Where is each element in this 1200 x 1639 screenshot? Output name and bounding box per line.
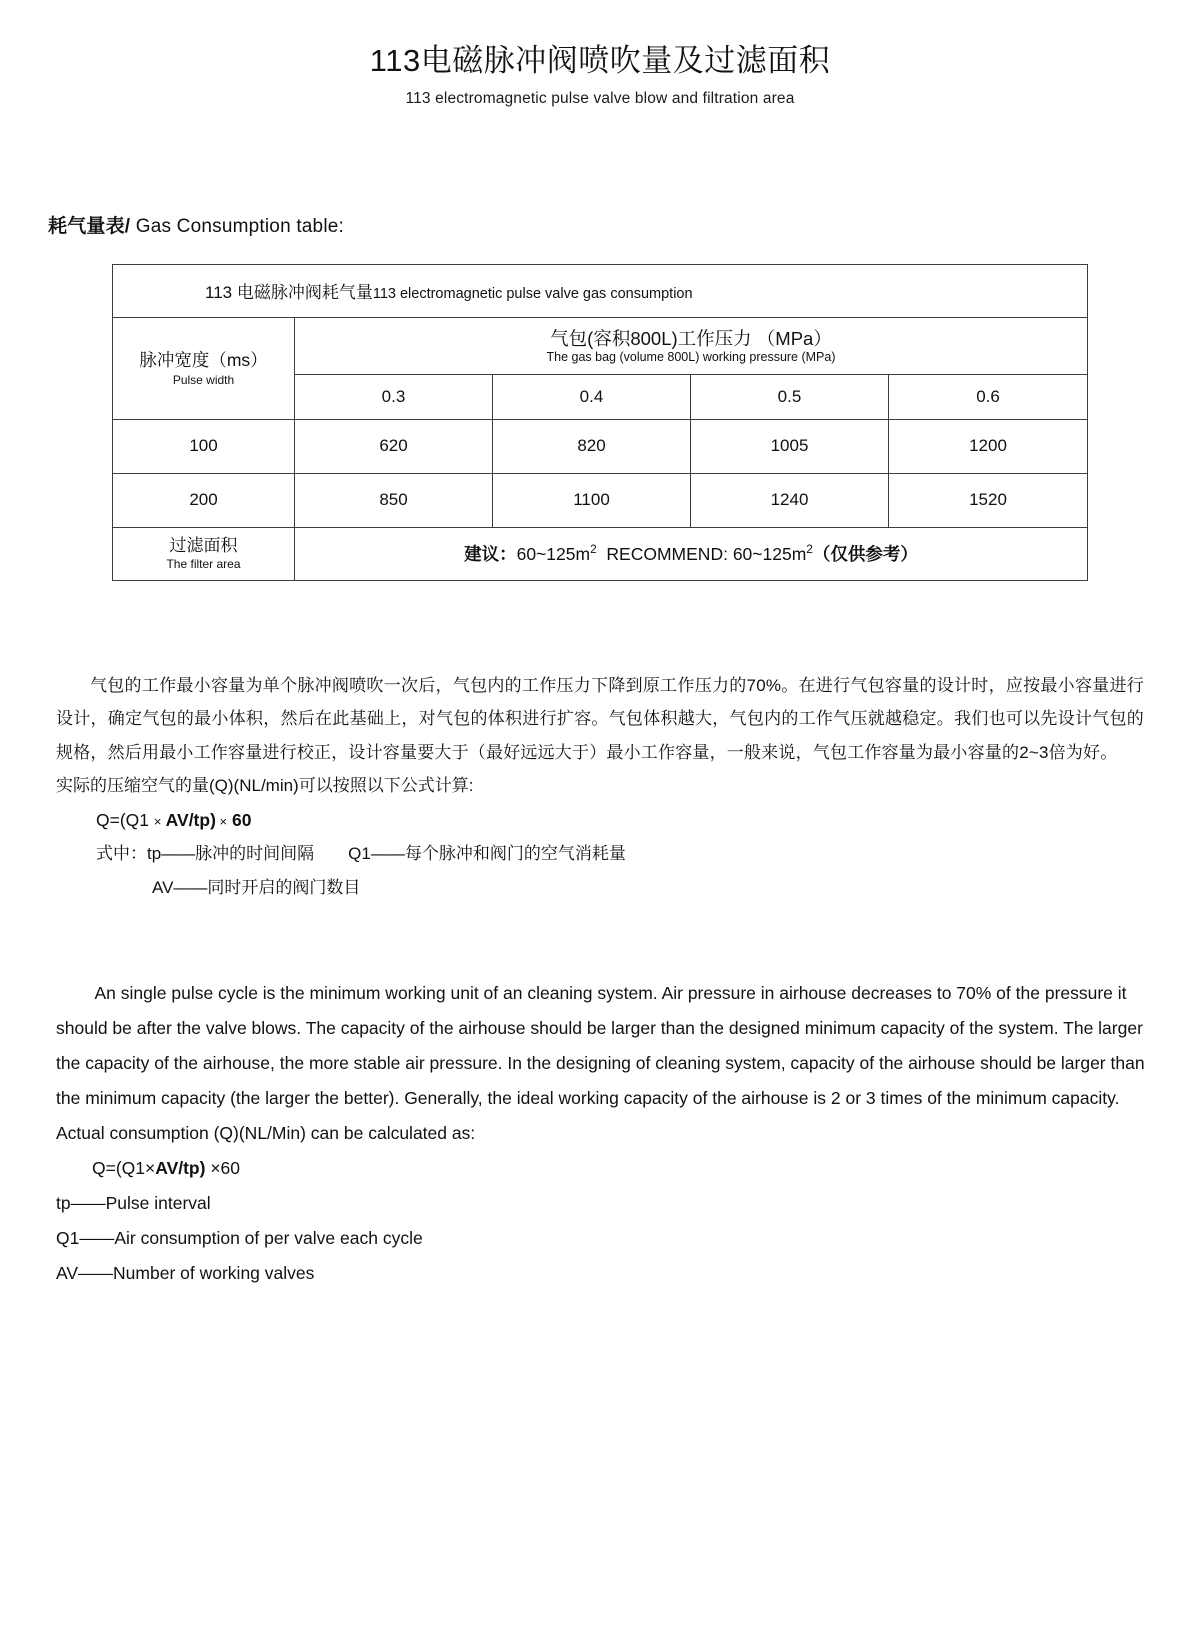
reco-value-cn: 60~125m: [516, 544, 591, 565]
pressure-col-2: 0.5: [691, 374, 889, 419]
pulse-width-header-cell: [113, 317, 295, 419]
english-formula: [92, 1151, 1200, 1186]
reco-sup-en: 2: [806, 542, 813, 557]
english-legend-tp: tp——Pulse interval: [56, 1193, 211, 1214]
filter-area-label-cell: [113, 527, 295, 580]
section-heading-cn: 耗气量表/: [48, 215, 131, 237]
row-label-1: 200: [113, 473, 295, 527]
english-legend-q1: Q1——Air consumption of per valve each cycle: [56, 1228, 423, 1249]
filter-area-recommendation-cell: [295, 527, 1088, 580]
english-paragraph-1: An single pulse cycle is the minimum working unit of an cleaning system. Air pressure in airhouse decreases to 70% of the pressure it should be after the valve blows. The capacity of the airhouse should be larger than the designed minimum capacity of the system. The larger the capacity of the airhouse, the more stable air pressure. In the designing of cleaning system, capacity of the airhouse should be larger than the minimum capacity (the larger the better). Generally, the ideal working capacity of the airhouse is 2 or 3 times of the minimum capacity.: [56, 983, 1145, 1109]
table-caption-en: 113 electromagnetic pulse valve gas consumption: [372, 286, 693, 303]
pressure-col-1: 0.4: [493, 374, 691, 419]
english-body-block: [56, 976, 1152, 1116]
table-row-group-header: [113, 317, 1088, 374]
chinese-formula: [96, 803, 1200, 837]
pressure-col-0: 0.3: [295, 374, 493, 419]
reco-label-en: RECOMMEND:: [606, 544, 733, 565]
reco-prefix-cn: 建议：: [464, 544, 517, 565]
section-heading: [48, 211, 1200, 238]
english-formula-bold: AV/tp): [155, 1158, 206, 1179]
section-heading-en: Gas Consumption table:: [130, 215, 344, 237]
reco-sup-cn: 2: [590, 542, 597, 557]
chinese-legend-line-1: 式中：tp——脉冲的时间间隔 Q1——每个脉冲和阀门的空气消耗量: [96, 844, 626, 864]
row-0-value-3: 1200: [889, 419, 1088, 473]
title-block: [0, 0, 1200, 108]
pressure-group-label-en: The gas bag (volume 800L) working pressure (MPa): [546, 349, 836, 364]
reco-suffix-cn: （仅供参考）: [812, 544, 918, 565]
pressure-group-header-cell: [295, 317, 1088, 374]
gas-consumption-table: [112, 264, 1088, 581]
chinese-body-block: [56, 669, 1144, 769]
table-caption-cn: 113 电磁脉冲阀耗气量: [205, 283, 373, 303]
page-subtitle: 113 electromagnetic pulse valve blow and filtration area: [405, 89, 795, 107]
row-0-value-2: 1005: [691, 419, 889, 473]
row-0-value-1: 820: [493, 419, 691, 473]
row-1-value-3: 1520: [889, 473, 1088, 527]
table-row: [113, 473, 1088, 527]
row-1-value-2: 1240: [691, 473, 889, 527]
chinese-formula-intro: 实际的压缩空气的量(Q)(NL/min)可以按照以下公式计算:: [56, 776, 474, 796]
formula-part-3: 60: [227, 809, 252, 830]
pulse-width-label-cn: 脉冲宽度（ms）: [139, 349, 268, 370]
table-row-caption: [113, 264, 1088, 317]
english-formula-suffix: ×60: [205, 1158, 241, 1179]
row-1-value-1: 1100: [493, 473, 691, 527]
page-title: 113电磁脉冲阀喷吹量及过滤面积: [369, 43, 831, 78]
filter-area-label-cn: 过滤面积: [169, 535, 238, 555]
formula-times-1: ×: [153, 813, 162, 829]
table-row-filter-area: [113, 527, 1088, 580]
gas-consumption-table-wrapper: [112, 264, 1087, 581]
table-row: [113, 419, 1088, 473]
row-0-value-0: 620: [295, 419, 493, 473]
english-formula-intro: Actual consumption (Q)(NL/Min) can be calculated as:: [56, 1123, 476, 1144]
english-legend-av: AV——Number of working valves: [56, 1263, 315, 1284]
filter-area-label-en: The filter area: [166, 557, 241, 572]
reco-value-en: 60~125m: [732, 544, 807, 565]
pressure-col-3: 0.6: [889, 374, 1088, 419]
formula-part-2: AV/tp): [161, 809, 216, 830]
pressure-group-label-cn: 气包(容积800L)工作压力 （MPa）: [550, 327, 832, 349]
table-caption-cell: [113, 264, 1088, 317]
chinese-paragraph-1: 气包的工作最小容量为单个脉冲阀喷吹一次后，气包内的工作压力下降到原工作压力的70%。在进行气包容量的设计时，应按最小容量进行设计，确定气包的最小体积，然后在此基础上，对气包的体积进行扩容。气包体积越大，气包内的工作气压就越稳定。我们也可以先设计气包的规格，然后用最小工作容量进行校正，设计容量要大于（最好远远大于）最小工作容量，一般来说，气包工作容量为最小容量的2~3倍为好。: [56, 675, 1144, 762]
row-label-0: 100: [113, 419, 295, 473]
chinese-legend-line-2: AV——同时开启的阀门数目: [152, 877, 361, 897]
english-formula-prefix: Q=(Q1×: [92, 1158, 156, 1179]
formula-part-1: Q=(Q1: [96, 809, 154, 830]
row-1-value-0: 850: [295, 473, 493, 527]
pulse-width-label-en: Pulse width: [172, 372, 235, 387]
formula-times-2: ×: [215, 813, 228, 829]
